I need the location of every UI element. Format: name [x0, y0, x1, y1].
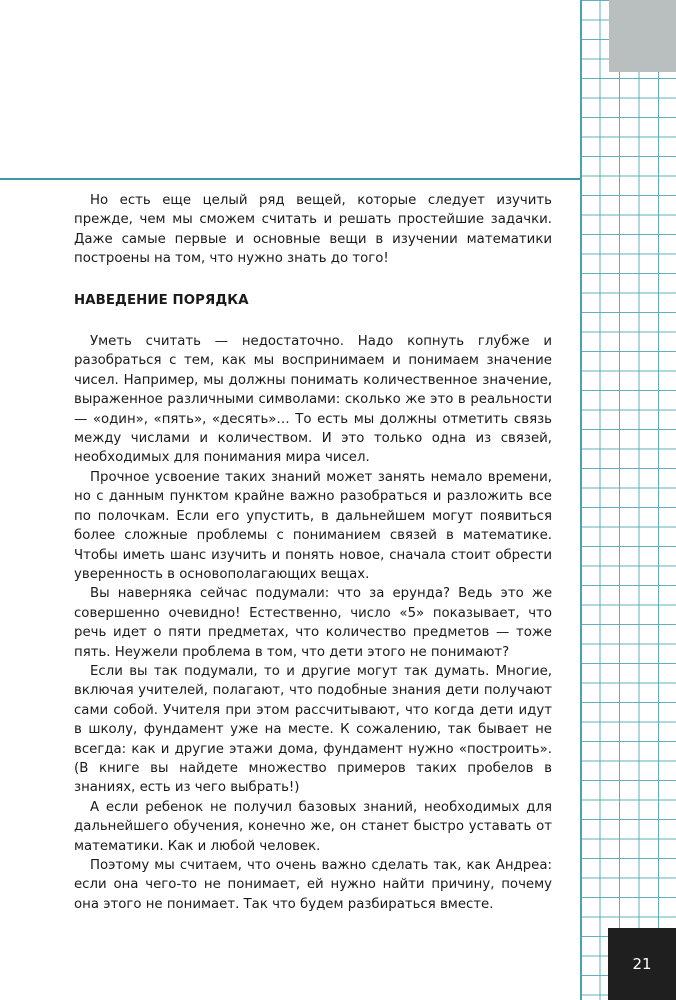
- body-paragraph-5: А если ребенок не получил базовых знаний, необходимых для дальнейшего обучения, конечно же, он станет быстро уставать от математики. Как и любой человек.: [74, 799, 552, 854]
- page-body: [74, 191, 552, 914]
- body-paragraph-1: Уметь считать — недостаточно. Надо копнуть глубже и разобраться с тем, как мы воспринимаем и понимаем значение чисел. Например, мы должны понимать количественное значение, выраженное различными символами: сколько же это в реальности — «один», «пять», «десять»… То есть мы должны отметить связь между числами и количеством. И это только одна из связей, необходимых для понимания мира чисел.: [74, 334, 552, 466]
- page-number: 21: [632, 955, 652, 973]
- body-paragraph-4: Если вы так подумали, то и другие могут так думать. Многие, включая учителей, полагают, что подобные знания дети получают сами собой. Учителя при этом рассчитывают, что когда дети идут в школу, фундамент уже на месте. К сожалению, так бывает не всегда: как и другие этажи дома, фундамент нужно «построить». (В книге вы найдете множество примеров таких пробелов в знаниях, есть из чего выбрать!): [74, 663, 552, 796]
- intro-paragraph: Но есть еще целый ряд вещей, которые следует изучить прежде, чем мы сможем считать и решать простейшие задачки. Даже самые первые и основные вещи в изучении математики построены на том, что нужно знать до того!: [74, 193, 552, 267]
- section-heading: НАВЕДЕНИЕ ПОРЯДКА: [74, 292, 249, 308]
- page-number-box: [608, 928, 676, 1000]
- body-paragraph-6: Поэтому мы считаем, что очень важно сделать так, как Андреа: если она чего-то не понимает, ей нужно найти причину, почему она этого не понимает. Так что будем разбираться вместе.: [74, 858, 552, 912]
- header-rule: [0, 178, 580, 180]
- corner-block: [609, 0, 676, 72]
- body-paragraph-3: Вы наверняка сейчас подумали: что за ерунда? Ведь это же совершенно очевидно! Естественно, число «5» показывает, что речь идет о пяти предметах, что количество предметов — тоже пять. Неужели проблема в том, что дети этого не понимают?: [74, 586, 552, 660]
- graph-paper-margin: [580, 0, 676, 1000]
- body-paragraph-2: Прочное усвоение таких знаний может занять немало времени, но с данным пунктом крайне важно разобраться и разложить все по полочкам. Если его упустить, в дальнейшем могут появиться более сложные проблемы с пониманием связей в математике. Чтобы иметь шанс изучить и понять новое, сначала стоит обрести уверенность в основополагающих вещах.: [74, 469, 552, 582]
